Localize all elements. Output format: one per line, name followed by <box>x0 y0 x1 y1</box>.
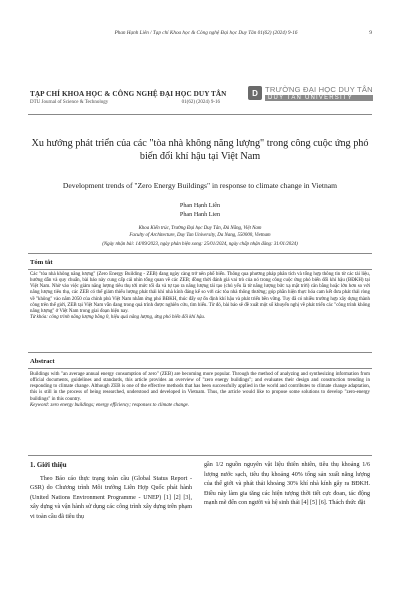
journal-title: TẠP CHÍ KHOA HỌC & CÔNG NGHỆ ĐẠI HỌC DUY TÂN <box>30 90 227 98</box>
abstract-en-body: Buildings with "an average annual energy consumption of zero" (ZEB) are becoming more popular. Through the method of analyzing and synthesizing information from official documents, guidelines and standards, this article provides an overview of "zero energy buildings"; and evaluates their design and construction trending in responding to climate change. Although ZEB is one of the effective methods that has been successfully applied in the world and contributes to climate change adaptation, this is still in the process of being researched, understood and developed in Vietnam. Thus, the article would like to propose some solutions to develop "zero-energy buildings" in this country. <box>30 372 370 402</box>
divider <box>28 253 372 254</box>
abstract-vn <box>30 272 370 321</box>
running-head: Phan Hạnh Liên / Tạp chí Khoa học & Công nghệ Đại học Duy Tân 01(62) (2024) 9-16 <box>114 30 298 36</box>
page-number: 9 <box>369 30 372 36</box>
intro-paragraph-right: gần 1/2 nguồn nguyên vật liệu thiên nhiên, tiêu thụ khoảng 1/6 lượng nước sạch, tiêu thụ khoảng 40% tổng sản xuất năng lượng của thế giới và phát thải khoảng 30% khí nhà kính gây ra BĐKH. Điều này làm gia tăng các hiện tượng thời tiết cực đoan, tác động mạnh mẽ đến con người và hệ sinh thái [4] [5] [6]. Thách thức đặt <box>204 462 370 507</box>
divider <box>28 352 372 353</box>
logo-line-1: TRƯỜNG ĐẠI HỌC DUY TÂN <box>265 85 373 94</box>
abstract-en <box>30 372 370 409</box>
abstract-vn-body: Các "tòa nhà không năng lượng" (Zero Energy Building - ZEB) đang ngày càng trở nên phổ biến. Thông qua phương pháp phân tích và tổng hợp thông tin từ các tài liệu, hướng dẫn và quy chuẩn, bài báo này cung cấp cái nhìn tổng quan về các ZEB; đồng thời đánh giá vai trò của nó trong công cuộc ứng phó biến đổi khí hậu (BĐKH) tại Việt Nam. Nhờ vào việc giảm năng lượng tiêu thụ tới mức tối đa và tự tạo ra năng lượng tái tạo (chủ yếu là từ năng lượng bức xạ mặt trời) cân bằng hoặc lớn hơn so với năng lượng tiêu thụ, các ZEB có thể giảm thiểu lượng phát thải khí nhà kính đáng kể so với các tòa nhà thông thường; góp phần hiện thực hóa cam kết đưa phát thải ròng về "không" vào năm 2050 của chính phủ Việt Nam nhằm ứng phó BĐKH, thúc đẩy sự ổn định khí hậu và phát triển bền vững. Tuy đã có nhiều trường hợp xây dựng thành công trên thế giới, ZEB tại Việt Nam vẫn đang trong quá trình được nghiên cứu, tìm hiểu. Từ đó, bài báo sẽ đề xuất một số khuyến nghị về phát triển các "công trình không năng lượng" ở Việt Nam trong giai đoạn hiện nay. <box>30 272 370 314</box>
journal-issue: 01(62) (2024) 9-16 <box>181 100 220 105</box>
section-heading-intro: 1. Giới thiệu <box>30 462 67 469</box>
keywords-vn: Từ khóa: công trình năng lượng bằng 0, hiệu quả năng lượng, ứng phó biến đổi khí hậu. <box>30 315 206 321</box>
affiliations <box>30 225 370 239</box>
affiliation-vn: Khoa Kiến trúc, Trường Đại học Duy Tân, Đà Nẵng, Việt Nam <box>138 226 262 231</box>
journal-subtitle: DTU Journal of Science & Technology <box>30 100 109 105</box>
section-heading-abstract: Abstract <box>30 358 55 365</box>
body-column-left <box>30 461 192 523</box>
logo-line-2: DUY TAN UNIVERSITY <box>265 95 373 101</box>
authors <box>30 201 370 219</box>
journal-masthead <box>30 90 226 105</box>
article-title-vn: Xu hướng phát triển của các "tòa nhà không năng lượng" trong công cuộc ứng phó biến đổi khí hậu tại Việt Nam <box>31 138 369 162</box>
keywords-en: Keyword: zero energy buildings; energy efficiency; responses to climate change. <box>30 402 189 408</box>
body-column-right <box>204 461 370 509</box>
divider <box>28 368 372 369</box>
university-logo-text <box>265 85 373 101</box>
divider <box>28 269 372 270</box>
article-dates: (Ngày nhận bài: 14/09/2023, ngày phản biện xong: 25/01/2024, ngày chấp nhận đăng: 31/01/2024) <box>102 242 298 247</box>
university-logo <box>248 85 373 101</box>
author-en: Phan Hanh Lien <box>179 211 221 218</box>
divider <box>28 114 372 115</box>
article-title-en: Development trends of "Zero Energy Buildings" in response to climate change in Vietnam <box>62 181 338 190</box>
university-logo-icon: D <box>248 86 262 100</box>
affiliation-en: Faculty of Architecture, Duy Tan University, Da Nang, 550000, Vietnam <box>129 233 271 238</box>
journal-subtitle-row <box>30 100 220 105</box>
divider <box>28 455 372 456</box>
author-vn: Phan Hạnh Liên <box>179 202 221 209</box>
intro-paragraph-left: Theo Báo cáo thực trạng toàn cầu (Global Status Report - GSR) do Chương trình Môi trường Liên Hợp Quốc phát hành (United Nations Environment Programme - UNEP) [1] [2] [3], xây dựng và vận hành sử dụng các công trình xây dựng trên phạm vi toàn cầu đã tiêu thụ <box>30 475 192 520</box>
section-heading-tomtat: Tóm tắt <box>30 259 53 266</box>
